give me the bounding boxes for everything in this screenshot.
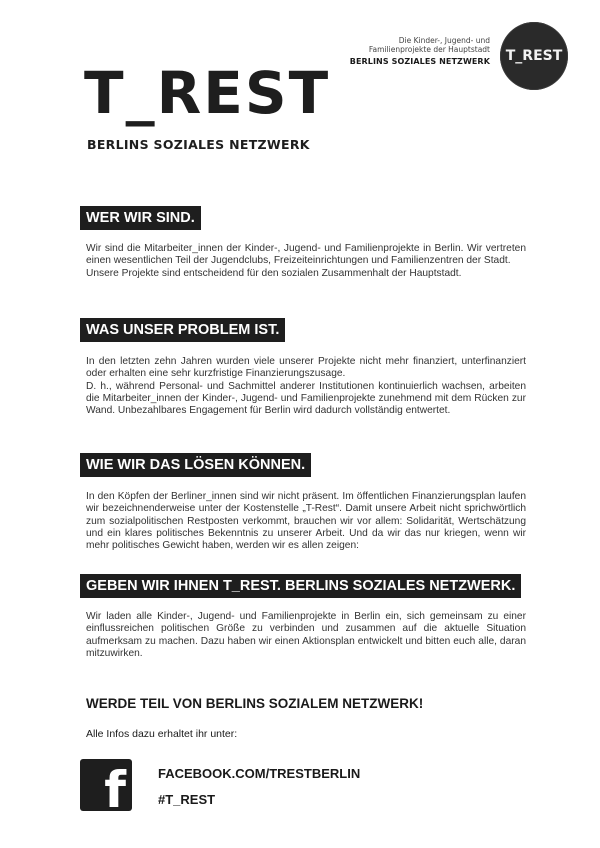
logo-badge-text: T_REST <box>505 48 563 64</box>
section-body-solution <box>86 491 526 552</box>
cta-headline: WERDE TEIL VON BERLINS SOZIALEM NETZWERK! <box>86 696 424 711</box>
facebook-link[interactable]: FACEBOOK.COM/TRESTBERLIN <box>158 766 361 781</box>
section-heading-solution: WIE WIR DAS LÖSEN KÖNNEN. <box>80 453 311 477</box>
facebook-icon[interactable] <box>80 759 132 811</box>
logo-badge <box>500 22 568 90</box>
page-title: T_REST <box>84 59 331 127</box>
paragraph: Unsere Projekte sind entscheidend für den sozialen Zusammenhalt der Hauptstadt. <box>86 267 462 279</box>
section-heading-who-we-are: WER WIR SIND. <box>80 206 201 230</box>
logo-block <box>340 36 490 66</box>
section-heading-network: GEBEN WIR IHNEN T_REST. BERLINS SOZIALES NETZWERK. <box>80 574 521 598</box>
paragraph: In den Köpfen der Berliner_innen sind wir nicht präsent. Im öffentlichen Finanzierungsplan laufen wir bezeichnenderweise unter der Kostenstelle „T-Rest“. Damit unsere Arbeit nicht sprichwörtlich zum sozialpolitischen Restposten verkommt, brauchen wir vor allem: Solidarität, Wertschätzung und ein klares politisches Bekenntnis zu unserer Arbeit. Und da wir das nur kriegen, wenn wir mehr politisches Gewicht haben, werden wir es allen zeigen: <box>86 491 526 552</box>
page-subtitle: BERLINS SOZIALES NETZWERK <box>87 137 310 152</box>
cta-subline: Alle Infos dazu erhaltet ihr unter: <box>86 728 238 740</box>
hashtag: #T_REST <box>158 792 216 807</box>
paragraph: Wir laden alle Kinder-, Jugend- und Familienprojekte in Berlin ein, sich gemeinsam zu einer einflussreichen politischen Größe zu verbinden und zusammen auf die aktuelle Situation aufmerksam zu machen. Dazu haben wir einen Aktionsplan entwickelt und bitten euch alle, daran mitzuwirken. <box>86 611 526 659</box>
section-body-who-we-are <box>86 243 526 280</box>
logo-tagline-line2: Familienprojekte der Hauptstadt <box>368 45 490 54</box>
logo-tagline-line1: Die Kinder-, Jugend- und <box>398 36 490 45</box>
section-heading-problem: WAS UNSER PROBLEM IST. <box>80 318 285 342</box>
logo-network-name: BERLINS SOZIALES NETZWERK <box>349 57 490 66</box>
section-body-problem <box>86 356 526 417</box>
paragraph: D. h., während Personal- und Sachmittel anderer Institutionen kontinuierlich wachsen, arbeiten die Mitarbeiter_innen der Kinder-, Jugend- und Familienprojekte zunehmend mit dem Rücken zur Wand. Unbezahlbares Engagement für Berlin wird dadurch vollständig entwertet. <box>86 380 526 417</box>
section-body-network <box>86 611 526 660</box>
facebook-f-glyph: f <box>104 761 126 811</box>
paragraph: Wir sind die Mitarbeiter_innen der Kinder-, Jugend- und Familienprojekte in Berlin. Wir vertreten einen wesentlichen Teil der Jugendclubs, Freizeiteinrichtungen und Familienzentren der Stadt. <box>86 243 526 267</box>
paragraph: In den letzten zehn Jahren wurden viele unserer Projekte nicht mehr finanziert, unterfinanziert oder erhalten eine sehr kurzfristige Finanzierungszusage. <box>86 356 526 380</box>
